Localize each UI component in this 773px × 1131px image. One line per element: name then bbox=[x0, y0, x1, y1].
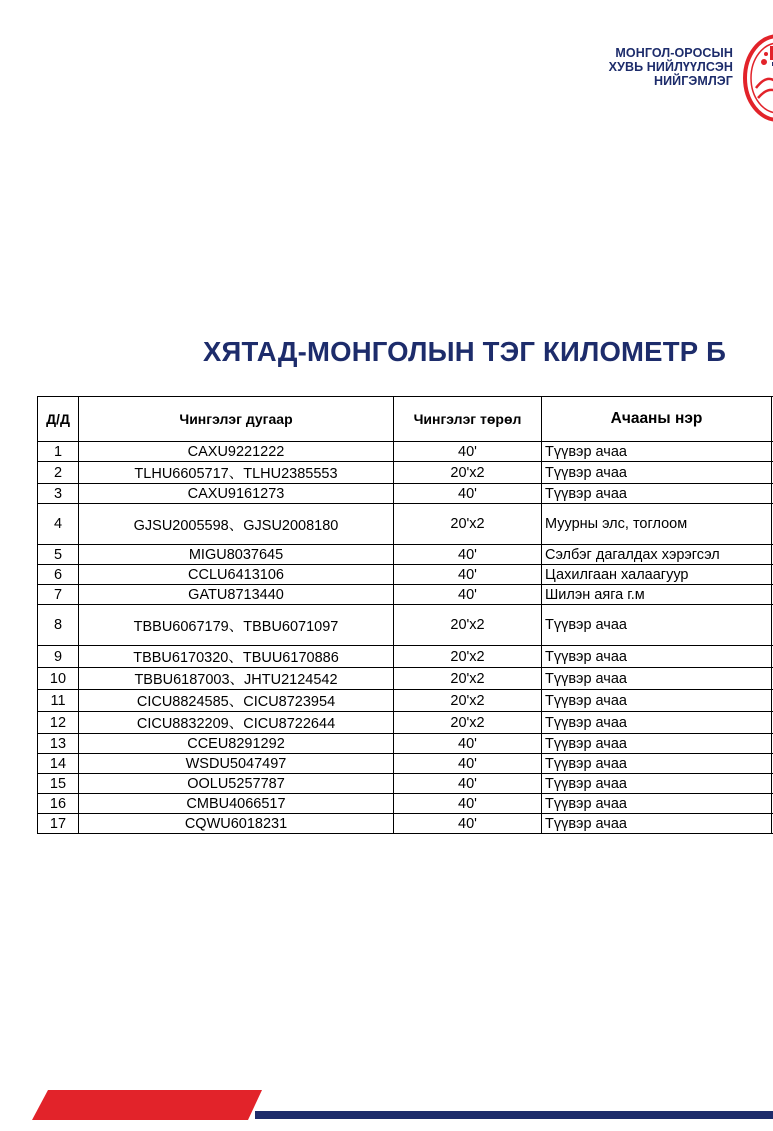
row-number: 14 bbox=[38, 754, 79, 774]
table-row bbox=[38, 442, 773, 462]
cargo-name: Түүвэр ачаа bbox=[542, 794, 772, 814]
container-number: CICU8824585、CICU8723954 bbox=[79, 690, 394, 712]
row-number: 8 bbox=[38, 605, 79, 646]
cargo-name: Түүвэр ачаа bbox=[542, 814, 772, 834]
organization-name bbox=[609, 46, 733, 88]
container-type: 40' bbox=[394, 545, 542, 565]
table-row bbox=[38, 565, 773, 585]
table-row bbox=[38, 504, 773, 545]
cargo-name: Түүвэр ачаа bbox=[542, 712, 772, 734]
document-title: ХЯТАД-МОНГОЛЫН ТЭГ КИЛОМЕТР Б bbox=[203, 336, 727, 367]
row-number: 10 bbox=[38, 668, 79, 690]
table-row bbox=[38, 545, 773, 565]
footer-red-stripe bbox=[32, 1090, 262, 1120]
cargo-name: Шилэн аяга г.м bbox=[542, 585, 772, 605]
container-number: MIGU8037645 bbox=[79, 545, 394, 565]
table-row bbox=[38, 754, 773, 774]
org-name-line-3: НИЙГЭМЛЭГ bbox=[653, 74, 733, 88]
column-header-container-number: Чингэлэг дугаар bbox=[79, 397, 394, 442]
container-type: 20'x2 bbox=[394, 712, 542, 734]
row-number: 7 bbox=[38, 585, 79, 605]
table-row bbox=[38, 814, 773, 834]
row-number: 13 bbox=[38, 734, 79, 754]
table-row bbox=[38, 646, 773, 668]
row-number: 9 bbox=[38, 646, 79, 668]
container-type: 40' bbox=[394, 794, 542, 814]
container-number: TBBU6187003、JHTU2124542 bbox=[79, 668, 394, 690]
container-type: 40' bbox=[394, 585, 542, 605]
table-header-row bbox=[38, 397, 773, 442]
table-row bbox=[38, 774, 773, 794]
container-number: TLHU6605717、TLHU2385553 bbox=[79, 462, 394, 484]
cargo-name: Түүвэр ачаа bbox=[542, 734, 772, 754]
cargo-name: Муурны элс, тоглоом bbox=[542, 504, 772, 545]
container-type: 40' bbox=[394, 442, 542, 462]
cargo-name: Түүвэр ачаа bbox=[542, 462, 772, 484]
footer-navy-line bbox=[255, 1111, 773, 1119]
cargo-name: Түүвэр ачаа bbox=[542, 774, 772, 794]
row-number: 3 bbox=[38, 484, 79, 504]
row-number: 5 bbox=[38, 545, 79, 565]
table-row bbox=[38, 794, 773, 814]
container-type: 20'x2 bbox=[394, 646, 542, 668]
container-table bbox=[37, 396, 773, 834]
container-number: GJSU2005598、GJSU2008180 bbox=[79, 504, 394, 545]
cargo-name: Түүвэр ачаа bbox=[542, 668, 772, 690]
container-number: CICU8832209、CICU8722644 bbox=[79, 712, 394, 734]
cargo-name: Сэлбэг дагалдах хэрэгсэл bbox=[542, 545, 772, 565]
container-number: TBBU6067179、TBBU6071097 bbox=[79, 605, 394, 646]
footer-decorative-band bbox=[0, 1086, 773, 1126]
row-number: 4 bbox=[38, 504, 79, 545]
container-number: CQWU6018231 bbox=[79, 814, 394, 834]
container-type: 20'x2 bbox=[394, 605, 542, 646]
container-number: CCEU8291292 bbox=[79, 734, 394, 754]
container-type: 40' bbox=[394, 814, 542, 834]
table-row bbox=[38, 462, 773, 484]
cargo-name: Цахилгаан халаагуур bbox=[542, 565, 772, 585]
table-row bbox=[38, 605, 773, 646]
table-row bbox=[38, 690, 773, 712]
cargo-name: Түүвэр ачаа bbox=[542, 690, 772, 712]
row-number: 2 bbox=[38, 462, 79, 484]
container-number: CMBU4066517 bbox=[79, 794, 394, 814]
container-type: 40' bbox=[394, 565, 542, 585]
row-number: 17 bbox=[38, 814, 79, 834]
container-number: CAXU9221222 bbox=[79, 442, 394, 462]
table-row bbox=[38, 668, 773, 690]
container-number: TBBU6170320、TBUU6170886 bbox=[79, 646, 394, 668]
row-number: 1 bbox=[38, 442, 79, 462]
container-type: 20'x2 bbox=[394, 504, 542, 545]
container-type: 40' bbox=[394, 754, 542, 774]
cargo-name: Түүвэр ачаа bbox=[542, 754, 772, 774]
org-name-line-1: МОНГОЛ-ОРОСЫН bbox=[615, 46, 733, 60]
container-number: WSDU5047497 bbox=[79, 754, 394, 774]
table-row bbox=[38, 484, 773, 504]
row-number: 12 bbox=[38, 712, 79, 734]
container-number: CAXU9161273 bbox=[79, 484, 394, 504]
org-name-line-2: ХУВЬ НИЙЛҮҮЛСЭН bbox=[608, 60, 733, 74]
column-header-container-type: Чингэлэг төрөл bbox=[394, 397, 542, 442]
table-row bbox=[38, 585, 773, 605]
container-type: 40' bbox=[394, 774, 542, 794]
cargo-name: Түүвэр ачаа bbox=[542, 442, 772, 462]
railway-emblem-icon bbox=[742, 32, 773, 124]
column-header-cargo-name: Ачааны нэр bbox=[542, 397, 772, 442]
row-number: 6 bbox=[38, 565, 79, 585]
row-number: 16 bbox=[38, 794, 79, 814]
table-row bbox=[38, 734, 773, 754]
container-number: CCLU6413106 bbox=[79, 565, 394, 585]
container-type: 40' bbox=[394, 734, 542, 754]
container-type: 20'x2 bbox=[394, 462, 542, 484]
cargo-name: Түүвэр ачаа bbox=[542, 484, 772, 504]
cargo-name: Түүвэр ачаа bbox=[542, 646, 772, 668]
container-type: 40' bbox=[394, 484, 542, 504]
cargo-name: Түүвэр ачаа bbox=[542, 605, 772, 646]
row-number: 11 bbox=[38, 690, 79, 712]
container-number: GATU8713440 bbox=[79, 585, 394, 605]
table-row bbox=[38, 712, 773, 734]
row-number: 15 bbox=[38, 774, 79, 794]
column-header-no: Д/Д bbox=[38, 397, 79, 442]
container-number: OOLU5257787 bbox=[79, 774, 394, 794]
container-type: 20'x2 bbox=[394, 690, 542, 712]
container-type: 20'x2 bbox=[394, 668, 542, 690]
